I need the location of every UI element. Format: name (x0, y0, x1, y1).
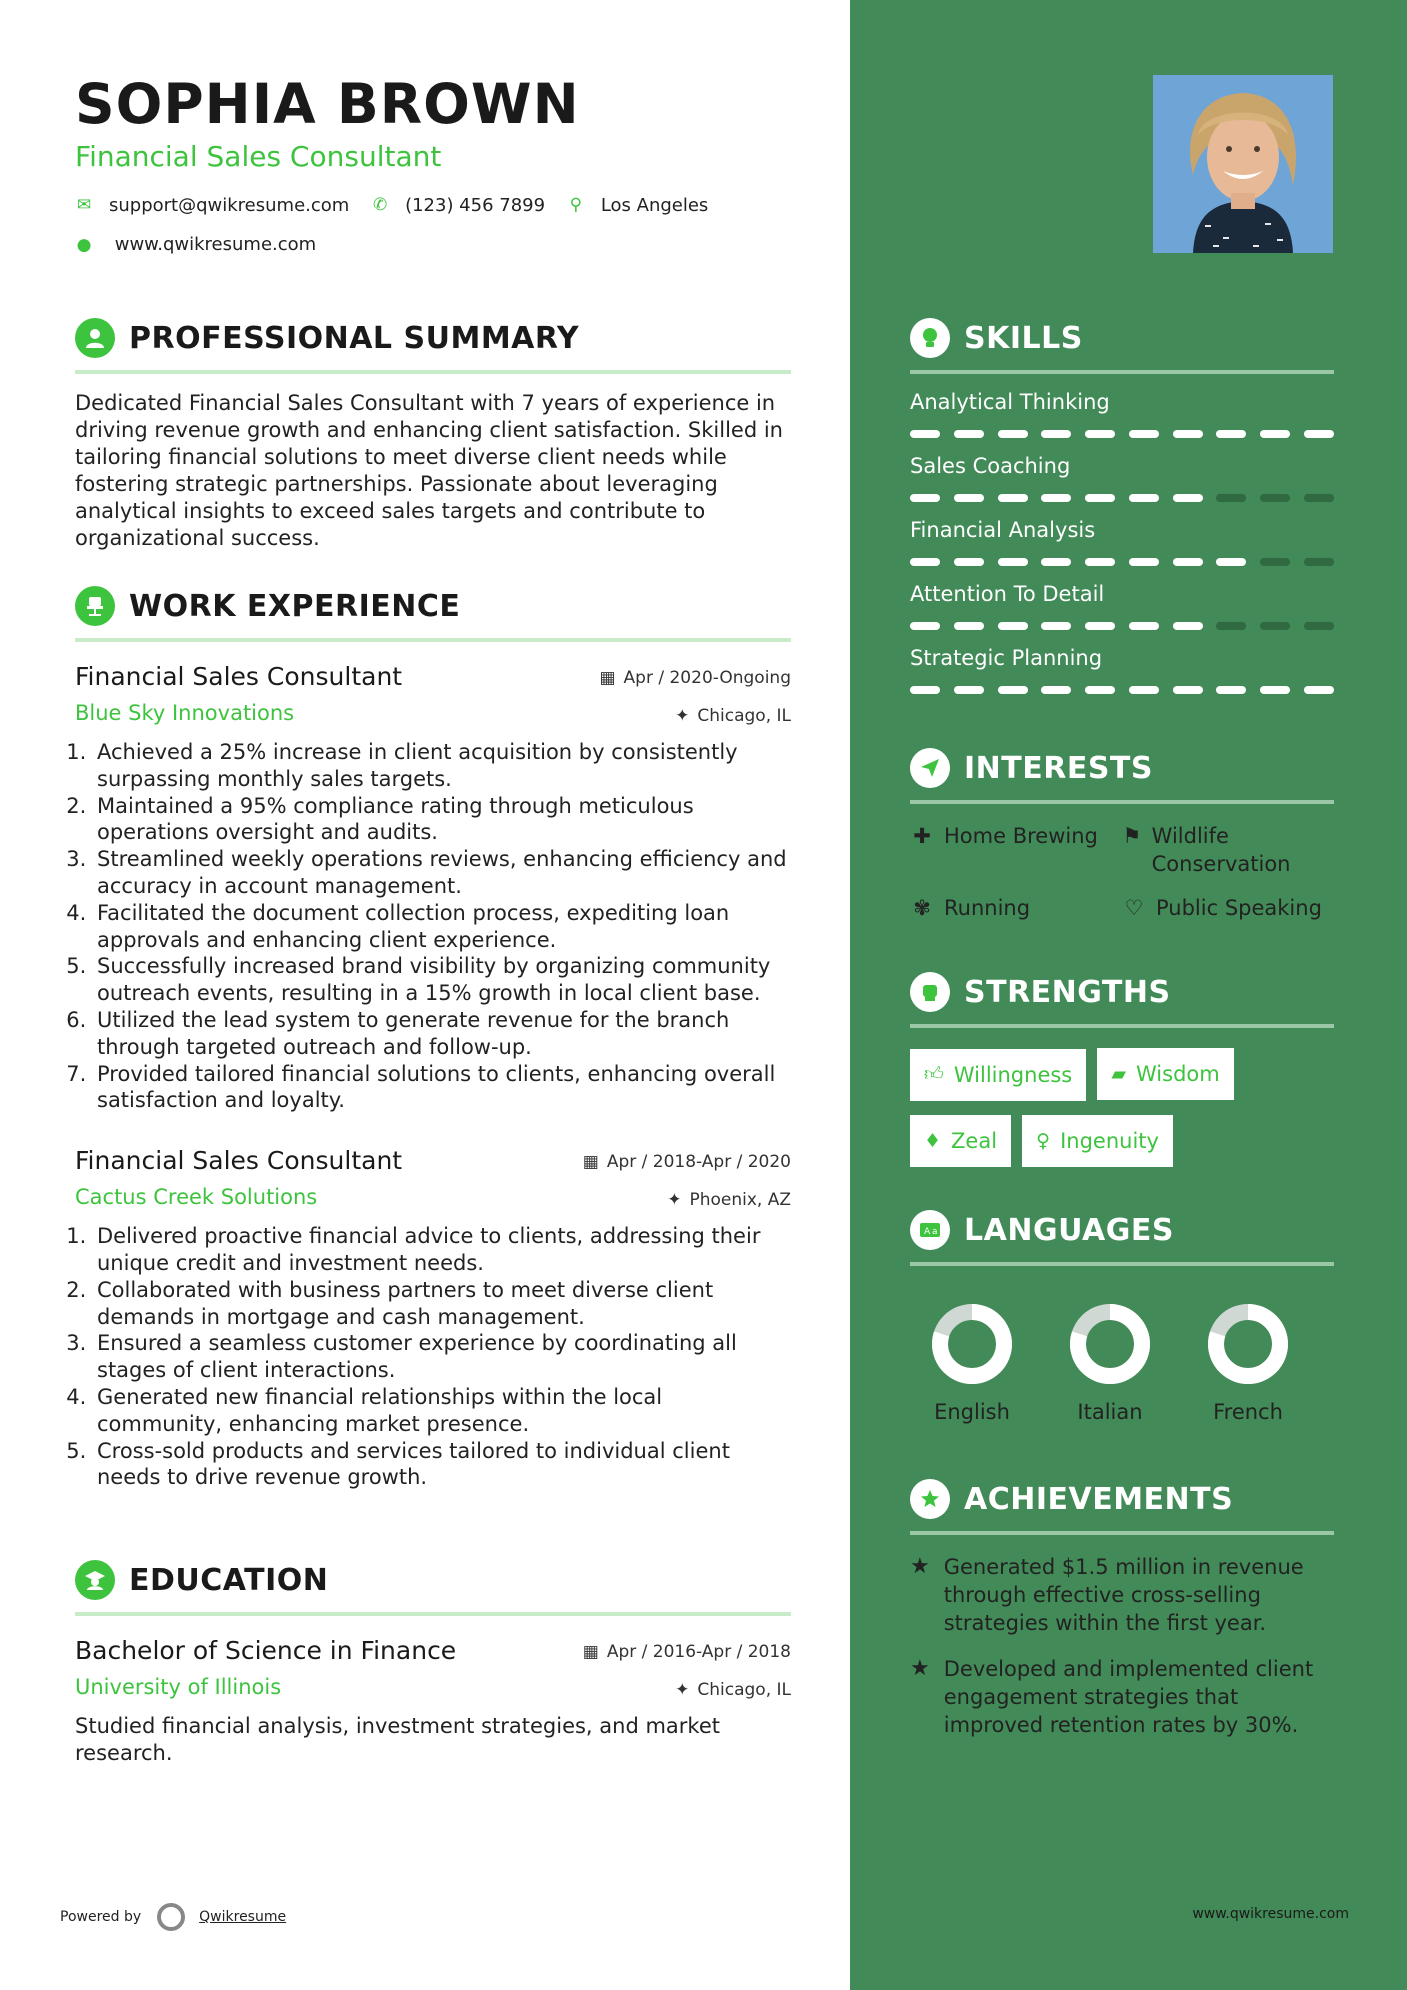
skill-rating (910, 430, 1334, 438)
divider (910, 370, 1334, 374)
contact-info (75, 192, 775, 260)
rating-dash (1304, 494, 1334, 502)
phone-contact[interactable] (371, 192, 545, 218)
skill-name: Strategic Planning (910, 646, 1103, 670)
rating-dash (954, 430, 984, 438)
divider (910, 1024, 1334, 1028)
job-entry (75, 1146, 791, 1491)
pushpin-icon: ✦ (675, 1680, 690, 1700)
languages-heading: LANGUAGES (964, 1212, 1174, 1248)
job-location (667, 1190, 791, 1210)
job-date-text: Apr / 2018-Apr / 2020 (606, 1152, 791, 1173)
interest-item (1122, 822, 1334, 878)
strength-label: Willingness (953, 1062, 1073, 1087)
rating-dash (954, 558, 984, 566)
rating-dash (1260, 430, 1290, 438)
job-location (675, 706, 791, 726)
rating-dash (1041, 558, 1071, 566)
rating-dash (1216, 558, 1246, 566)
achievements-section (910, 1477, 1334, 1739)
rating-dash (1085, 686, 1115, 694)
rating-dash (1304, 622, 1334, 630)
interest-item (1122, 894, 1334, 922)
skill-rating (910, 558, 1334, 566)
divider (910, 1262, 1334, 1266)
skill-name: Financial Analysis (910, 518, 1096, 542)
language-name: English (934, 1400, 1010, 1424)
job-bullets (75, 739, 791, 1114)
education-section (75, 1558, 791, 1767)
lightbulb-outline-icon: ♀ (1036, 1129, 1051, 1152)
profile-photo (1153, 75, 1333, 253)
interest-label: Home Brewing (944, 824, 1098, 848)
skill-item (910, 582, 1334, 630)
language-name: French (1213, 1400, 1283, 1424)
lightbulb-icon (910, 318, 950, 358)
heartbeat-icon: ♡ (1124, 896, 1144, 920)
job-location-text: Phoenix, AZ (689, 1190, 791, 1211)
rating-dash (1304, 686, 1334, 694)
interest-item (910, 894, 1122, 922)
skill-rating (910, 686, 1334, 694)
website-text: www.qwikresume.com (114, 234, 317, 255)
achievement-text: Generated $1.5 million in revenue through effective cross-selling strategies within the first year. (943, 1555, 1304, 1635)
skill-item (910, 518, 1334, 566)
book-icon: ▰ (1111, 1063, 1126, 1085)
divider (910, 800, 1334, 804)
divider (75, 370, 791, 374)
map-pin-icon: ⚲ (569, 195, 583, 215)
degree-title: Bachelor of Science in Finance (75, 1636, 457, 1665)
school-name: University of Illinois (75, 1675, 282, 1699)
globe-icon: ● (76, 235, 92, 255)
calendar-icon: ▦ (582, 1642, 599, 1662)
rating-dash (1129, 558, 1159, 566)
flag-icon: ⚑ (1122, 824, 1142, 848)
rating-dash (1085, 494, 1115, 502)
rating-dash (998, 622, 1028, 630)
thumbs-up-icon: 👍︎ (924, 1063, 944, 1085)
strength-label: Wisdom (1135, 1062, 1220, 1086)
rating-dash (1085, 622, 1115, 630)
rating-dash (910, 558, 940, 566)
strength-label: Ingenuity (1060, 1128, 1159, 1153)
list-item: 4. Generated new financial relationships within the local community, enhancing market presence. (93, 1384, 791, 1438)
education-description: Studied financial analysis, investment strategies, and market research. (75, 1714, 720, 1765)
rating-dash (1041, 494, 1071, 502)
strength-chip (1022, 1115, 1173, 1167)
education-entry (75, 1636, 791, 1767)
phone-icon: ✆ (372, 195, 388, 215)
rating-dash (998, 430, 1028, 438)
interest-label: Public Speaking (1156, 896, 1322, 920)
skills-list (910, 390, 1334, 694)
job-title: Financial Sales Consultant (75, 662, 403, 691)
calendar-icon: ▦ (599, 668, 616, 688)
achievements-heading: ACHIEVEMENTS (964, 1481, 1234, 1517)
rating-dash (1216, 494, 1246, 502)
website-contact[interactable] (75, 234, 759, 260)
summary-section (75, 316, 791, 552)
rating-dash (1173, 622, 1203, 630)
interest-label: Wildlife Conservation (1151, 824, 1291, 876)
rating-dash (1085, 558, 1115, 566)
rating-dash (1216, 622, 1246, 630)
list-item: 5. Successfully increased brand visibility by organizing community outreach events, resulting in a 15% growth in local client base. (93, 953, 791, 1007)
summary-heading: PROFESSIONAL SUMMARY (129, 320, 580, 356)
language-icon (910, 1210, 950, 1250)
strength-label: Zeal (951, 1128, 998, 1153)
rating-dash (1260, 494, 1290, 502)
skill-rating (910, 622, 1334, 630)
language-ring (1206, 1302, 1290, 1386)
list-item: 2. Collaborated with business partners to meet diverse client demands in mortgage and cash management. (93, 1277, 791, 1331)
rating-dash (954, 686, 984, 694)
candidate-role: Financial Sales Consultant (75, 140, 442, 173)
divider (75, 1612, 791, 1616)
language-item (1198, 1302, 1298, 1424)
powered-by-label: Powered by (60, 1909, 142, 1925)
rating-dash (954, 622, 984, 630)
list-item: 2. Maintained a 95% compliance rating through meticulous operations oversight and audits. (93, 793, 791, 847)
brand-link[interactable]: Qwikresume (199, 1909, 287, 1925)
languages-section (910, 1208, 1334, 1424)
skills-heading: SKILLS (964, 320, 1083, 356)
rating-dash (1173, 686, 1203, 694)
qwikresume-logo-icon (157, 1903, 185, 1931)
star-icon (910, 1479, 950, 1519)
rating-dash (1304, 430, 1334, 438)
rating-dash (1173, 558, 1203, 566)
graduate-icon (75, 1560, 115, 1600)
office-chair-icon (75, 586, 115, 626)
rating-dash (1260, 622, 1290, 630)
achievement-item (910, 1655, 1334, 1739)
rating-dash (910, 430, 940, 438)
email-text: support@qwikresume.com (109, 194, 350, 216)
rating-dash (1129, 622, 1159, 630)
rating-dash (910, 494, 940, 502)
footer-powered-by (60, 1903, 286, 1931)
footer-site[interactable]: www.qwikresume.com (1192, 1906, 1349, 1922)
rating-dash (910, 686, 940, 694)
interest-item (910, 822, 1122, 878)
summary-text: Dedicated Financial Sales Consultant with 7 years of experience in driving revenue growth and enhancing client satisfaction. Skilled in tailoring financial solutions to meet diverse client needs while fostering strategic partnerships. Passionate about leveraging analytical insights to exceed sales targets and contribute to organizational success. (75, 391, 783, 550)
rating-dash (1041, 686, 1071, 694)
list-item: 1. Achieved a 25% increase in client acquisition by consistently surpassing monthly sales targets. (93, 739, 791, 793)
education-location-text: Chicago, IL (697, 1680, 791, 1700)
skill-item (910, 454, 1334, 502)
rating-dash (998, 494, 1028, 502)
rating-dash (1041, 430, 1071, 438)
strengths-list (910, 1048, 1334, 1181)
paw-icon: ✾ (913, 896, 931, 920)
rating-dash (1260, 558, 1290, 566)
skill-name: Analytical Thinking (910, 390, 1110, 414)
language-item (922, 1302, 1022, 1424)
skill-item (910, 390, 1334, 438)
strength-chip (1097, 1048, 1233, 1100)
rating-dash (1173, 494, 1203, 502)
shooting-star-icon: ★ (910, 1554, 930, 1579)
interest-label: Running (944, 896, 1031, 920)
rating-dash (954, 494, 984, 502)
list-item: 3. Streamlined weekly operations reviews, enhancing efficiency and accuracy in account management. (93, 846, 791, 900)
skill-item (910, 646, 1334, 694)
list-item: 4. Facilitated the document collection process, expediting loan approvals and enhancing client experience. (93, 900, 791, 954)
skill-name: Attention To Detail (910, 582, 1105, 606)
list-item: 7. Provided tailored financial solutions to clients, enhancing overall satisfaction and loyalty. (93, 1061, 791, 1115)
candidate-name: SOPHIA BROWN (75, 72, 580, 136)
job-date (599, 668, 791, 688)
job-company: Blue Sky Innovations (75, 701, 295, 725)
job-date (583, 1152, 791, 1172)
list-item: 3. Ensured a seamless customer experience by coordinating all stages of client interactions. (93, 1330, 791, 1384)
education-date (583, 1642, 791, 1662)
language-ring (930, 1302, 1014, 1386)
svg-text:A: A (924, 1227, 931, 1237)
location-contact (567, 192, 709, 218)
rating-dash (1260, 686, 1290, 694)
divider (910, 1531, 1334, 1535)
language-name: Italian (1077, 1400, 1143, 1424)
email-contact[interactable] (75, 192, 349, 218)
rating-dash (1173, 430, 1203, 438)
interests-list (910, 822, 1334, 922)
interests-heading: INTERESTS (964, 750, 1153, 786)
achievement-item (910, 1553, 1334, 1637)
rating-dash (998, 558, 1028, 566)
education-date-text: Apr / 2016-Apr / 2018 (606, 1642, 791, 1662)
rating-dash (1216, 686, 1246, 694)
rating-dash (1129, 494, 1159, 502)
experience-section (75, 584, 791, 1491)
location-text: Los Angeles (600, 194, 709, 216)
divider (75, 638, 791, 642)
list-item: 5. Cross-sold products and services tailored to individual client needs to drive revenue growth. (93, 1438, 791, 1492)
languages-list (922, 1302, 1298, 1424)
puzzle-icon: ✚ (913, 824, 931, 848)
interests-section (910, 746, 1334, 922)
envelope-icon: ✉ (76, 195, 92, 215)
language-item (1060, 1302, 1160, 1424)
rating-dash (998, 686, 1028, 694)
job-entry (75, 662, 791, 1114)
list-item: 6. Utilized the lead system to generate revenue for the branch through targeted outreach and follow-up. (93, 1007, 791, 1061)
pushpin-icon: ✦ (667, 1190, 682, 1211)
svg-text:a: a (932, 1227, 938, 1237)
education-heading: EDUCATION (129, 1562, 329, 1598)
skill-rating (910, 494, 1334, 502)
rating-dash (1304, 558, 1334, 566)
rating-dash (1216, 430, 1246, 438)
job-company: Cactus Creek Solutions (75, 1185, 318, 1210)
rating-dash (1085, 430, 1115, 438)
achievement-text: Developed and implemented client engagement strategies that improved retention rates by 30%. (943, 1657, 1314, 1737)
rating-dash (1041, 622, 1071, 630)
user-icon (75, 318, 115, 358)
phone-text: (123) 456 7899 (405, 194, 546, 216)
shooting-star-icon: ★ (910, 1656, 930, 1681)
skill-name: Sales Coaching (910, 454, 1071, 478)
rating-dash (1129, 686, 1159, 694)
fist-icon (910, 972, 950, 1012)
pushpin-icon: ✦ (675, 706, 690, 726)
strength-chip (910, 1049, 1086, 1101)
strengths-heading: STRENGTHS (964, 974, 1171, 1010)
paper-plane-icon (910, 748, 950, 788)
rating-dash (910, 622, 940, 630)
job-location-text: Chicago, IL (697, 706, 791, 726)
rating-dash (1129, 430, 1159, 438)
job-bullets (75, 1223, 791, 1491)
language-ring (1068, 1302, 1152, 1386)
job-date-text: Apr / 2020-Ongoing (623, 668, 791, 688)
calendar-icon: ▦ (582, 1152, 599, 1173)
list-item: 1. Delivered proactive financial advice to clients, addressing their unique credit and investment needs. (93, 1223, 791, 1277)
strength-chip (910, 1115, 1011, 1167)
job-title: Financial Sales Consultant (75, 1146, 403, 1176)
skills-section (910, 316, 1334, 694)
flame-icon: ♦ (924, 1129, 942, 1152)
experience-heading: WORK EXPERIENCE (129, 588, 461, 624)
education-location (675, 1680, 791, 1700)
strengths-section (910, 970, 1334, 1181)
